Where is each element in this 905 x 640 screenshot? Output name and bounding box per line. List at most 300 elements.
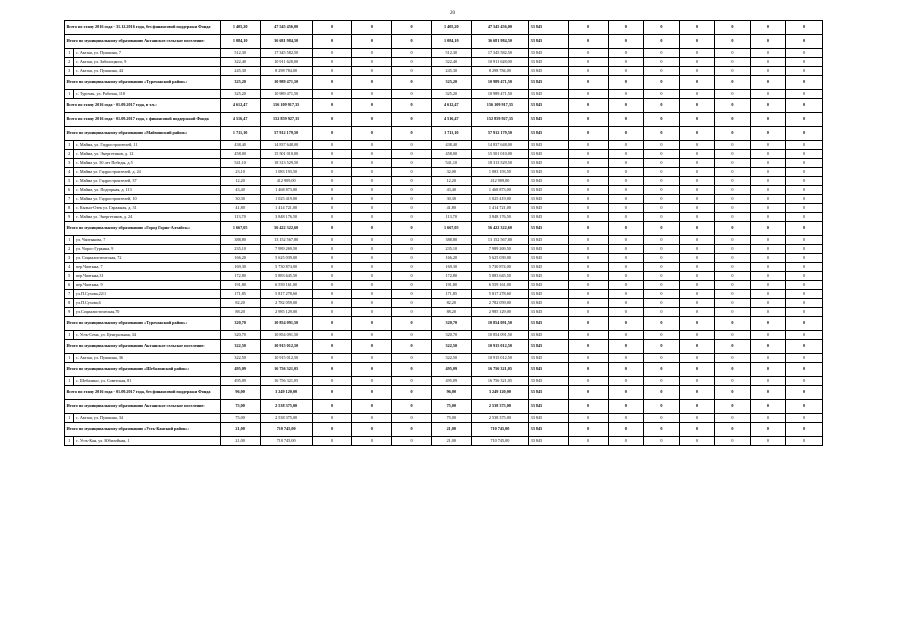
- row-number: 3: [65, 67, 74, 76]
- area-cell: 325,20: [431, 90, 471, 99]
- area-cell: 4 516,47: [431, 113, 471, 127]
- zero-cell: 0: [679, 159, 715, 168]
- zero-cell: 0: [312, 67, 352, 76]
- zero-cell: 0: [312, 423, 352, 437]
- address-cell: с. Майма, ул. Гидростроителей, 11: [74, 141, 220, 150]
- zero-cell: 0: [608, 437, 644, 446]
- unit-cost-cell: 33 845: [529, 423, 569, 437]
- cost-cell: 1 468 873,00: [260, 186, 312, 195]
- unit-cost-cell: 33 845: [529, 377, 569, 386]
- zero-cell: 0: [608, 290, 644, 299]
- zero-cell: 0: [608, 222, 644, 236]
- zero-cell: 0: [644, 195, 680, 204]
- zero-cell: 0: [568, 308, 608, 317]
- area-cell: 245,30: [431, 67, 471, 76]
- area-cell: 41,80: [431, 204, 471, 213]
- zero-cell: 0: [644, 281, 680, 290]
- zero-cell: 0: [786, 437, 823, 446]
- cost-cell: 2 985 129,00: [471, 308, 529, 317]
- page-number: 20: [450, 11, 455, 16]
- area-cell: 88,20: [220, 308, 260, 317]
- unit-cost-cell: 33 845: [529, 331, 569, 340]
- area-cell: 512,30: [431, 49, 471, 58]
- row-label: Итого по муниципальному образованию Акташское сельское поселение:: [65, 400, 221, 414]
- table-row: [65, 236, 823, 245]
- zero-cell: 0: [352, 245, 392, 254]
- zero-cell: 0: [568, 290, 608, 299]
- zero-cell: 0: [715, 58, 751, 67]
- zero-cell: 0: [312, 299, 352, 308]
- zero-cell: 0: [312, 113, 352, 127]
- unit-cost-cell: 33 845: [529, 213, 569, 222]
- zero-cell: 0: [644, 213, 680, 222]
- area-cell: 21,00: [220, 437, 260, 446]
- row-number: 1: [65, 236, 74, 245]
- zero-cell: 0: [568, 245, 608, 254]
- table-row: [65, 414, 823, 423]
- zero-cell: 0: [392, 386, 432, 400]
- cost-cell: 1 025 419,00: [260, 195, 312, 204]
- row-label: Итого по муниципальному образованию Акташское сельское поселение:: [65, 340, 221, 354]
- zero-cell: 0: [715, 354, 751, 363]
- zero-cell: 0: [679, 254, 715, 263]
- zero-cell: 0: [392, 159, 432, 168]
- zero-cell: 0: [608, 414, 644, 423]
- address-cell: с. Кызыл-Озек ул. Гаражная, д. 31: [74, 204, 220, 213]
- zero-cell: 0: [715, 414, 751, 423]
- zero-cell: 0: [679, 386, 715, 400]
- zero-cell: 0: [679, 377, 715, 386]
- table-row: [65, 281, 823, 290]
- table-row: [65, 437, 823, 446]
- area-cell: 325,20: [220, 90, 260, 99]
- area-cell: 75,00: [431, 400, 471, 414]
- zero-cell: 0: [750, 177, 786, 186]
- zero-cell: 0: [392, 195, 432, 204]
- zero-cell: 0: [644, 168, 680, 177]
- zero-cell: 0: [715, 49, 751, 58]
- cost-cell: 10 989 471,50: [260, 76, 312, 90]
- area-cell: 172,80: [220, 272, 260, 281]
- address-cell: ул.П.Сухова,22/1: [74, 290, 220, 299]
- zero-cell: 0: [715, 186, 751, 195]
- table-row: [65, 150, 823, 159]
- zero-cell: 0: [568, 21, 608, 35]
- row-number: 1: [65, 377, 74, 386]
- unit-cost-cell: 33 845: [529, 272, 569, 281]
- area-cell: 4 612,47: [220, 99, 260, 113]
- table-row: [65, 354, 823, 363]
- zero-cell: 0: [715, 67, 751, 76]
- zero-cell: 0: [750, 76, 786, 90]
- address-cell: с. Майма ул. Гидростроителей, 10: [74, 195, 220, 204]
- unit-cost-cell: 33 845: [529, 414, 569, 423]
- zero-cell: 0: [392, 400, 432, 414]
- zero-cell: 0: [715, 159, 751, 168]
- table-row: [65, 213, 823, 222]
- zero-cell: 0: [392, 35, 432, 49]
- zero-cell: 0: [786, 222, 823, 236]
- zero-cell: 0: [715, 281, 751, 290]
- row-label: Всего по этапу 2016 года - 01.09.2017 года, без финансовой поддержки Фонда: [65, 386, 221, 400]
- zero-cell: 0: [352, 317, 392, 331]
- cost-cell: 13 152 567,80: [260, 236, 312, 245]
- zero-cell: 0: [392, 331, 432, 340]
- table-row: [65, 186, 823, 195]
- zero-cell: 0: [715, 90, 751, 99]
- zero-cell: 0: [352, 290, 392, 299]
- area-cell: 325,20: [220, 76, 260, 90]
- area-cell: 43,40: [431, 186, 471, 195]
- summary-row: [65, 317, 823, 331]
- summary-row: [65, 21, 823, 35]
- area-cell: 322,40: [220, 58, 260, 67]
- zero-cell: 0: [608, 177, 644, 186]
- zero-cell: 0: [786, 113, 823, 127]
- zero-cell: 0: [715, 204, 751, 213]
- area-cell: 235,10: [220, 245, 260, 254]
- area-cell: 388,80: [220, 236, 260, 245]
- zero-cell: 0: [750, 213, 786, 222]
- zero-cell: 0: [679, 437, 715, 446]
- table-row: [65, 67, 823, 76]
- zero-cell: 0: [644, 254, 680, 263]
- zero-cell: 0: [608, 331, 644, 340]
- zero-cell: 0: [786, 127, 823, 141]
- address-cell: с. Майма ул. Гидростроителей, 37: [74, 177, 220, 186]
- unit-cost-cell: 33 845: [529, 308, 569, 317]
- zero-cell: 0: [750, 340, 786, 354]
- zero-cell: 0: [644, 437, 680, 446]
- zero-cell: 0: [786, 58, 823, 67]
- cost-cell: 10 854 091,50: [260, 317, 312, 331]
- zero-cell: 0: [644, 377, 680, 386]
- zero-cell: 0: [644, 331, 680, 340]
- zero-cell: 0: [750, 437, 786, 446]
- cost-cell: 5 730 874,00: [471, 263, 529, 272]
- area-cell: 322,50: [220, 354, 260, 363]
- zero-cell: 0: [679, 236, 715, 245]
- unit-cost-cell: 33 845: [529, 236, 569, 245]
- row-number: 5: [65, 272, 74, 281]
- row-number: 1: [65, 90, 74, 99]
- area-cell: 75,00: [220, 414, 260, 423]
- zero-cell: 0: [786, 76, 823, 90]
- zero-cell: 0: [392, 168, 432, 177]
- zero-cell: 0: [644, 290, 680, 299]
- unit-cost-cell: 33 845: [529, 222, 569, 236]
- cost-cell: 5 883 645,50: [260, 272, 312, 281]
- zero-cell: 0: [786, 263, 823, 272]
- zero-cell: 0: [644, 299, 680, 308]
- area-cell: 4 516,47: [220, 113, 260, 127]
- zero-cell: 0: [750, 141, 786, 150]
- zero-cell: 0: [786, 186, 823, 195]
- cost-cell: 3 848 176,50: [471, 213, 529, 222]
- zero-cell: 0: [715, 290, 751, 299]
- zero-cell: 0: [568, 58, 608, 67]
- area-cell: 169,30: [431, 263, 471, 272]
- row-number: 1: [65, 354, 74, 363]
- area-cell: 495,09: [220, 363, 260, 377]
- cost-cell: 15 501 010,00: [471, 150, 529, 159]
- zero-cell: 0: [750, 263, 786, 272]
- table-row: [65, 245, 823, 254]
- zero-cell: 0: [568, 236, 608, 245]
- zero-cell: 0: [352, 437, 392, 446]
- row-number: 7: [65, 195, 74, 204]
- row-number: 4: [65, 168, 74, 177]
- address-cell: с. Майма, ул. Энергетиков, д. 12: [74, 150, 220, 159]
- zero-cell: 0: [679, 90, 715, 99]
- cost-cell: 412 909,00: [471, 177, 529, 186]
- zero-cell: 0: [568, 386, 608, 400]
- zero-cell: 0: [568, 317, 608, 331]
- zero-cell: 0: [750, 290, 786, 299]
- zero-cell: 0: [644, 236, 680, 245]
- area-cell: 1 405,20: [220, 21, 260, 35]
- zero-cell: 0: [312, 414, 352, 423]
- cost-cell: 710 745,00: [471, 423, 529, 437]
- zero-cell: 0: [352, 177, 392, 186]
- zero-cell: 0: [312, 386, 352, 400]
- zero-cell: 0: [679, 354, 715, 363]
- zero-cell: 0: [312, 331, 352, 340]
- zero-cell: 0: [312, 245, 352, 254]
- zero-cell: 0: [786, 423, 823, 437]
- address-cell: с. Майма ул. Гидростроителей, д. 24: [74, 168, 220, 177]
- zero-cell: 0: [786, 35, 823, 49]
- zero-cell: 0: [679, 290, 715, 299]
- cost-cell: 5 625 039,00: [471, 254, 529, 263]
- zero-cell: 0: [644, 363, 680, 377]
- zero-cell: 0: [352, 299, 392, 308]
- zero-cell: 0: [312, 263, 352, 272]
- zero-cell: 0: [352, 99, 392, 113]
- zero-cell: 0: [608, 159, 644, 168]
- cost-cell: 10 989 471,50: [471, 76, 529, 90]
- summary-row: [65, 35, 823, 49]
- row-number: 3: [65, 254, 74, 263]
- table-row: [65, 177, 823, 186]
- area-cell: 88,20: [431, 308, 471, 317]
- zero-cell: 0: [392, 21, 432, 35]
- area-cell: 458,00: [431, 150, 471, 159]
- zero-cell: 0: [750, 186, 786, 195]
- zero-cell: 0: [568, 127, 608, 141]
- unit-cost-cell: 33 845: [529, 281, 569, 290]
- area-cell: 1 405,20: [431, 21, 471, 35]
- zero-cell: 0: [715, 177, 751, 186]
- cost-cell: 156 109 917,35: [260, 99, 312, 113]
- zero-cell: 0: [392, 340, 432, 354]
- area-cell: 235,10: [431, 245, 471, 254]
- table-row: [65, 377, 823, 386]
- zero-cell: 0: [679, 127, 715, 141]
- zero-cell: 0: [679, 204, 715, 213]
- zero-cell: 0: [786, 354, 823, 363]
- cost-cell: 1 414 721,00: [260, 204, 312, 213]
- zero-cell: 0: [750, 281, 786, 290]
- zero-cell: 0: [715, 363, 751, 377]
- zero-cell: 0: [312, 168, 352, 177]
- zero-cell: 0: [608, 195, 644, 204]
- zero-cell: 0: [352, 21, 392, 35]
- unit-cost-cell: 33 845: [529, 299, 569, 308]
- zero-cell: 0: [352, 222, 392, 236]
- zero-cell: 0: [750, 414, 786, 423]
- row-number: 9: [65, 308, 74, 317]
- area-cell: 1 711,10: [220, 127, 260, 141]
- zero-cell: 0: [392, 76, 432, 90]
- zero-cell: 0: [679, 222, 715, 236]
- zero-cell: 0: [392, 437, 432, 446]
- zero-cell: 0: [644, 177, 680, 186]
- zero-cell: 0: [786, 21, 823, 35]
- zero-cell: 0: [786, 168, 823, 177]
- zero-cell: 0: [715, 76, 751, 90]
- zero-cell: 0: [715, 386, 751, 400]
- unit-cost-cell: 33 845: [529, 150, 569, 159]
- zero-cell: 0: [608, 168, 644, 177]
- zero-cell: 0: [352, 127, 392, 141]
- zero-cell: 0: [352, 113, 392, 127]
- zero-cell: 0: [352, 263, 392, 272]
- zero-cell: 0: [715, 437, 751, 446]
- zero-cell: 0: [392, 414, 432, 423]
- zero-cell: 0: [679, 21, 715, 35]
- zero-cell: 0: [679, 113, 715, 127]
- zero-cell: 0: [352, 159, 392, 168]
- area-cell: 495,09: [220, 377, 260, 386]
- row-number: 6: [65, 186, 74, 195]
- area-cell: 82,20: [431, 299, 471, 308]
- zero-cell: 0: [608, 340, 644, 354]
- address-cell: пер.Чаптыка, 9: [74, 281, 220, 290]
- cost-cell: 2 985 129,00: [260, 308, 312, 317]
- row-number: 3: [65, 159, 74, 168]
- zero-cell: 0: [644, 141, 680, 150]
- table-row: [65, 254, 823, 263]
- cost-cell: 13 152 567,80: [471, 236, 529, 245]
- zero-cell: 0: [608, 213, 644, 222]
- cost-cell: 10 989 471,50: [260, 90, 312, 99]
- summary-row: [65, 423, 823, 437]
- area-cell: 171,85: [220, 290, 260, 299]
- zero-cell: 0: [608, 90, 644, 99]
- zero-cell: 0: [786, 141, 823, 150]
- area-cell: 32,00: [431, 168, 471, 177]
- cost-cell: 2 538 375,00: [260, 400, 312, 414]
- unit-cost-cell: 33 845: [529, 437, 569, 446]
- zero-cell: 0: [392, 186, 432, 195]
- zero-cell: 0: [608, 354, 644, 363]
- zero-cell: 0: [352, 423, 392, 437]
- zero-cell: 0: [750, 21, 786, 35]
- zero-cell: 0: [679, 49, 715, 58]
- zero-cell: 0: [786, 90, 823, 99]
- zero-cell: 0: [715, 317, 751, 331]
- cost-cell: 7 989 269,50: [260, 245, 312, 254]
- cost-cell: 5 883 645,50: [471, 272, 529, 281]
- zero-cell: 0: [679, 141, 715, 150]
- zero-cell: 0: [786, 159, 823, 168]
- zero-cell: 0: [568, 177, 608, 186]
- zero-cell: 0: [352, 354, 392, 363]
- table-row: [65, 195, 823, 204]
- row-number: 8: [65, 299, 74, 308]
- zero-cell: 0: [568, 90, 608, 99]
- zero-cell: 0: [644, 204, 680, 213]
- cost-cell: 3 249 120,00: [471, 386, 529, 400]
- zero-cell: 0: [392, 281, 432, 290]
- zero-cell: 0: [568, 363, 608, 377]
- zero-cell: 0: [352, 35, 392, 49]
- zero-cell: 0: [644, 308, 680, 317]
- zero-cell: 0: [608, 423, 644, 437]
- zero-cell: 0: [715, 263, 751, 272]
- cost-cell: 152 859 927,35: [471, 113, 529, 127]
- zero-cell: 0: [352, 150, 392, 159]
- zero-cell: 0: [392, 58, 432, 67]
- cost-cell: 710 745,00: [260, 423, 312, 437]
- area-cell: 541,10: [220, 159, 260, 168]
- zero-cell: 0: [392, 222, 432, 236]
- zero-cell: 0: [392, 245, 432, 254]
- zero-cell: 0: [568, 299, 608, 308]
- zero-cell: 0: [679, 195, 715, 204]
- unit-cost-cell: 33 845: [529, 245, 569, 254]
- zero-cell: 0: [608, 99, 644, 113]
- zero-cell: 0: [786, 67, 823, 76]
- unit-cost-cell: 33 845: [529, 354, 569, 363]
- row-label: Итого по муниципальному образованию «Турочакский район»:: [65, 76, 221, 90]
- cost-cell: 2 782 059,00: [471, 299, 529, 308]
- table-row: [65, 141, 823, 150]
- cost-cell: 10 911 628,00: [471, 58, 529, 67]
- zero-cell: 0: [352, 195, 392, 204]
- zero-cell: 0: [644, 58, 680, 67]
- zero-cell: 0: [608, 308, 644, 317]
- zero-cell: 0: [312, 58, 352, 67]
- zero-cell: 0: [312, 204, 352, 213]
- zero-cell: 0: [750, 308, 786, 317]
- zero-cell: 0: [312, 213, 352, 222]
- zero-cell: 0: [786, 213, 823, 222]
- area-cell: 41,80: [220, 204, 260, 213]
- zero-cell: 0: [786, 308, 823, 317]
- row-number: 1: [65, 331, 74, 340]
- zero-cell: 0: [392, 113, 432, 127]
- area-cell: 438,40: [220, 141, 260, 150]
- zero-cell: 0: [644, 414, 680, 423]
- cost-cell: 3 848 176,50: [260, 213, 312, 222]
- zero-cell: 0: [679, 414, 715, 423]
- zero-cell: 0: [392, 150, 432, 159]
- zero-cell: 0: [392, 49, 432, 58]
- zero-cell: 0: [679, 213, 715, 222]
- zero-cell: 0: [715, 21, 751, 35]
- zero-cell: 0: [715, 127, 751, 141]
- table-row: [65, 159, 823, 168]
- unit-cost-cell: 33 845: [529, 400, 569, 414]
- zero-cell: 0: [312, 186, 352, 195]
- table-row: [65, 168, 823, 177]
- zero-cell: 0: [679, 272, 715, 281]
- zero-cell: 0: [786, 290, 823, 299]
- cost-cell: 8 298 784,00: [471, 67, 529, 76]
- zero-cell: 0: [786, 414, 823, 423]
